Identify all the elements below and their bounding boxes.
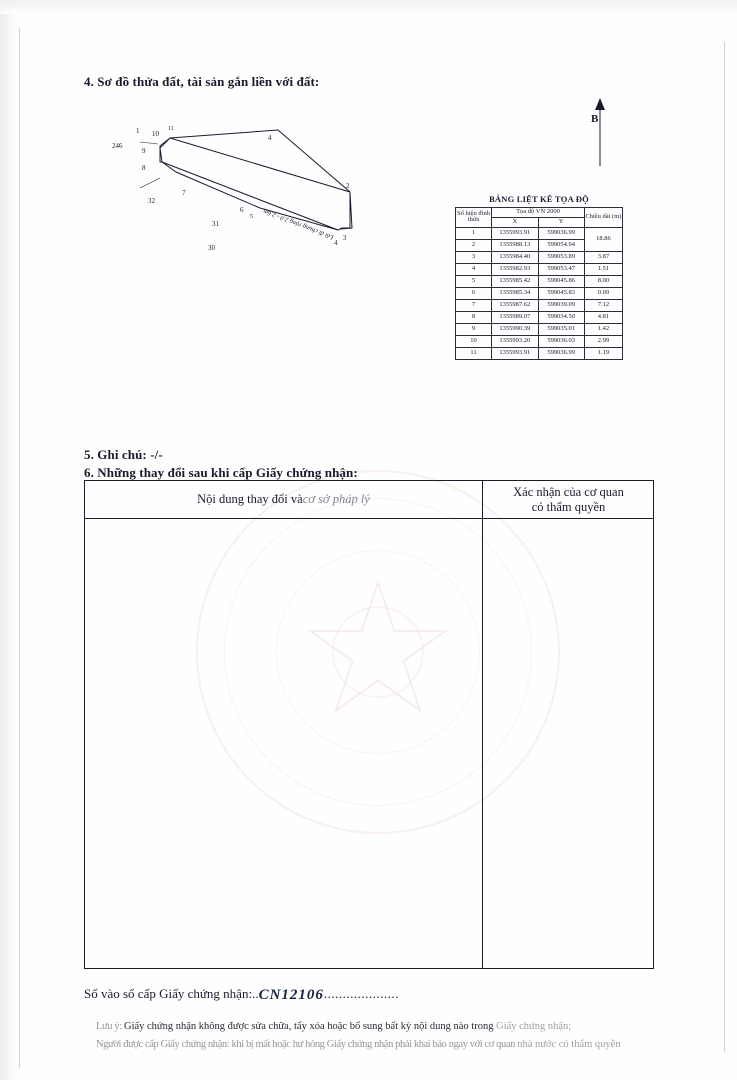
table-row xyxy=(456,287,623,299)
svg-text:9: 9 xyxy=(142,147,146,155)
cell-x: 1355987.62 xyxy=(492,299,538,311)
footer-note-1-prefix: Lưu ý: xyxy=(96,1021,124,1032)
footer-note-2-tail: nhà nước có thẩm quyền xyxy=(517,1039,621,1050)
cell-id: 10 xyxy=(456,335,492,347)
cell-y: 599039.09 xyxy=(538,299,584,311)
changes-header-content xyxy=(85,481,482,518)
cell-id: 4 xyxy=(456,263,492,275)
cell-x: 1355988.13 xyxy=(492,239,538,251)
cell-x: 1355985.34 xyxy=(492,287,538,299)
svg-text:11: 11 xyxy=(168,126,174,132)
cell-y: 599036.03 xyxy=(538,335,584,347)
svg-text:31: 31 xyxy=(212,220,219,228)
svg-text:5: 5 xyxy=(250,214,253,220)
footer-note-2 xyxy=(96,1038,696,1052)
cell-x: 1355982.93 xyxy=(492,263,538,275)
table-row xyxy=(456,347,623,359)
table-row xyxy=(456,311,623,323)
cell-id: 3 xyxy=(456,251,492,263)
scan-edge-top xyxy=(0,0,737,14)
cell-d: 1.19 xyxy=(584,347,622,359)
svg-text:Lối đi chung rộng 2.0 - 2.6m: Lối đi chung rộng 2.0 - 2.6m xyxy=(262,207,335,241)
coordinate-table-title: BẢNG LIỆT KÊ TỌA ĐỘ xyxy=(489,194,589,204)
cell-y: 599036.99 xyxy=(538,347,584,359)
changes-header-content-label: Nội dung thay đổi và xyxy=(197,492,303,506)
cell-x: 1355989.07 xyxy=(492,311,538,323)
cell-d: 1.51 xyxy=(584,263,622,275)
svg-text:246: 246 xyxy=(112,142,123,150)
svg-text:1: 1 xyxy=(136,127,140,135)
page-border-right xyxy=(724,42,725,1052)
svg-text:2: 2 xyxy=(346,182,350,190)
north-label: B xyxy=(591,113,599,125)
cell-x: 1355993.91 xyxy=(492,347,538,359)
table-row xyxy=(456,335,623,347)
svg-text:6: 6 xyxy=(240,206,244,214)
cell-d: 1.42 xyxy=(584,323,622,335)
cell-id: 5 xyxy=(456,275,492,287)
table-row xyxy=(456,263,623,275)
th-so-hieu: Số hiệu đỉnh thửa xyxy=(456,208,492,228)
changes-header-confirmation-line1: Xác nhận của cơ quan xyxy=(513,485,624,500)
changes-header-divider xyxy=(85,518,653,519)
footer-note-1-tail: Giấy chứng nhận; xyxy=(496,1021,572,1032)
compass-arrow-icon xyxy=(588,98,612,168)
cell-x: 1355993.20 xyxy=(492,335,538,347)
cell-x: 1355993.91 xyxy=(492,227,538,239)
cell-id: 7 xyxy=(456,299,492,311)
svg-text:7: 7 xyxy=(182,189,186,197)
cell-x: 1355985.42 xyxy=(492,275,538,287)
th-chieu-dai: Chiều dài (m) xyxy=(584,208,622,228)
cell-d: 2.99 xyxy=(584,335,622,347)
cell-y: 599045.83 xyxy=(538,287,584,299)
th-x: X xyxy=(492,217,538,227)
certificate-register-value: CN12106 xyxy=(258,987,324,1003)
section-4-title: 4. Sơ đồ thửa đất, tài sản gắn liền với đất: xyxy=(84,74,320,89)
svg-text:3: 3 xyxy=(343,234,347,242)
section-5-title: 5. Ghi chú: -/- xyxy=(84,447,163,462)
certificate-register-number xyxy=(84,986,399,1004)
cell-y: 599053.47 xyxy=(538,263,584,275)
cell-d: 7.12 xyxy=(584,299,622,311)
cell-y: 599035.01 xyxy=(538,323,584,335)
certificate-register-dots: .................... xyxy=(323,986,399,1001)
changes-table xyxy=(84,480,654,969)
cell-y: 599054.94 xyxy=(538,239,584,251)
coordinate-table xyxy=(455,207,623,360)
parcel-diagram xyxy=(100,100,480,290)
cell-id: 8 xyxy=(456,311,492,323)
table-row xyxy=(456,227,623,239)
cell-id: 11 xyxy=(456,347,492,359)
footer-note-1-body: Giấy chứng nhận không được sửa chữa, tẩy xóa hoặc bổ sung bất kỳ nội dung nào trong xyxy=(123,1021,497,1032)
changes-header-confirmation xyxy=(483,481,654,518)
svg-text:32: 32 xyxy=(148,197,155,205)
svg-text:4: 4 xyxy=(334,239,338,247)
page-border-left xyxy=(19,28,20,1068)
svg-text:4: 4 xyxy=(268,134,272,142)
cell-id: 6 xyxy=(456,287,492,299)
cell-id: 9 xyxy=(456,323,492,335)
cell-id: 2 xyxy=(456,239,492,251)
svg-text:10: 10 xyxy=(152,130,159,138)
changes-header-legal-basis-label: cơ sở pháp lý xyxy=(302,492,370,506)
svg-text:30: 30 xyxy=(208,244,215,252)
cell-y: 599036.99 xyxy=(538,227,584,239)
changes-column-divider xyxy=(482,481,483,968)
section-6-title: 6. Những thay đổi sau khi cấp Giấy chứng nhận: xyxy=(84,465,358,480)
th-y: Y xyxy=(538,217,584,227)
cell-d: 0.09 xyxy=(584,287,622,299)
table-row xyxy=(456,251,623,263)
cell-y: 599045.86 xyxy=(538,275,584,287)
certificate-register-label: Số vào sổ cấp Giấy chứng nhận:.. xyxy=(84,986,259,1001)
parcel-shape-svg xyxy=(100,100,480,290)
north-arrow xyxy=(588,98,612,168)
footer-note-2-body: Người được cấp Giấy chứng nhận: khi bị mất hoặc hư hỏng Giấy chứng nhận phải khai báo ngay với cơ quan xyxy=(96,1039,518,1050)
footer-note-1 xyxy=(96,1020,696,1034)
cell-x: 1355984.40 xyxy=(492,251,538,263)
cell-d: 8.00 xyxy=(584,275,622,287)
th-toa-do: Tọa độ VN 2000 xyxy=(492,208,585,218)
coordinate-table-block xyxy=(455,194,623,360)
cell-d: 18.86 xyxy=(584,227,622,251)
cell-id: 1 xyxy=(456,227,492,239)
svg-text:8: 8 xyxy=(142,164,146,172)
cell-y: 599053.89 xyxy=(538,251,584,263)
cell-d: 4.81 xyxy=(584,311,622,323)
scan-edge-left xyxy=(0,0,18,1080)
changes-header-confirmation-line2: có thẩm quyền xyxy=(531,499,606,514)
cell-x: 1355990.39 xyxy=(492,323,538,335)
cell-d: 3.87 xyxy=(584,251,622,263)
table-row xyxy=(456,275,623,287)
cell-y: 599034.50 xyxy=(538,311,584,323)
table-row xyxy=(456,323,623,335)
table-row xyxy=(456,299,623,311)
